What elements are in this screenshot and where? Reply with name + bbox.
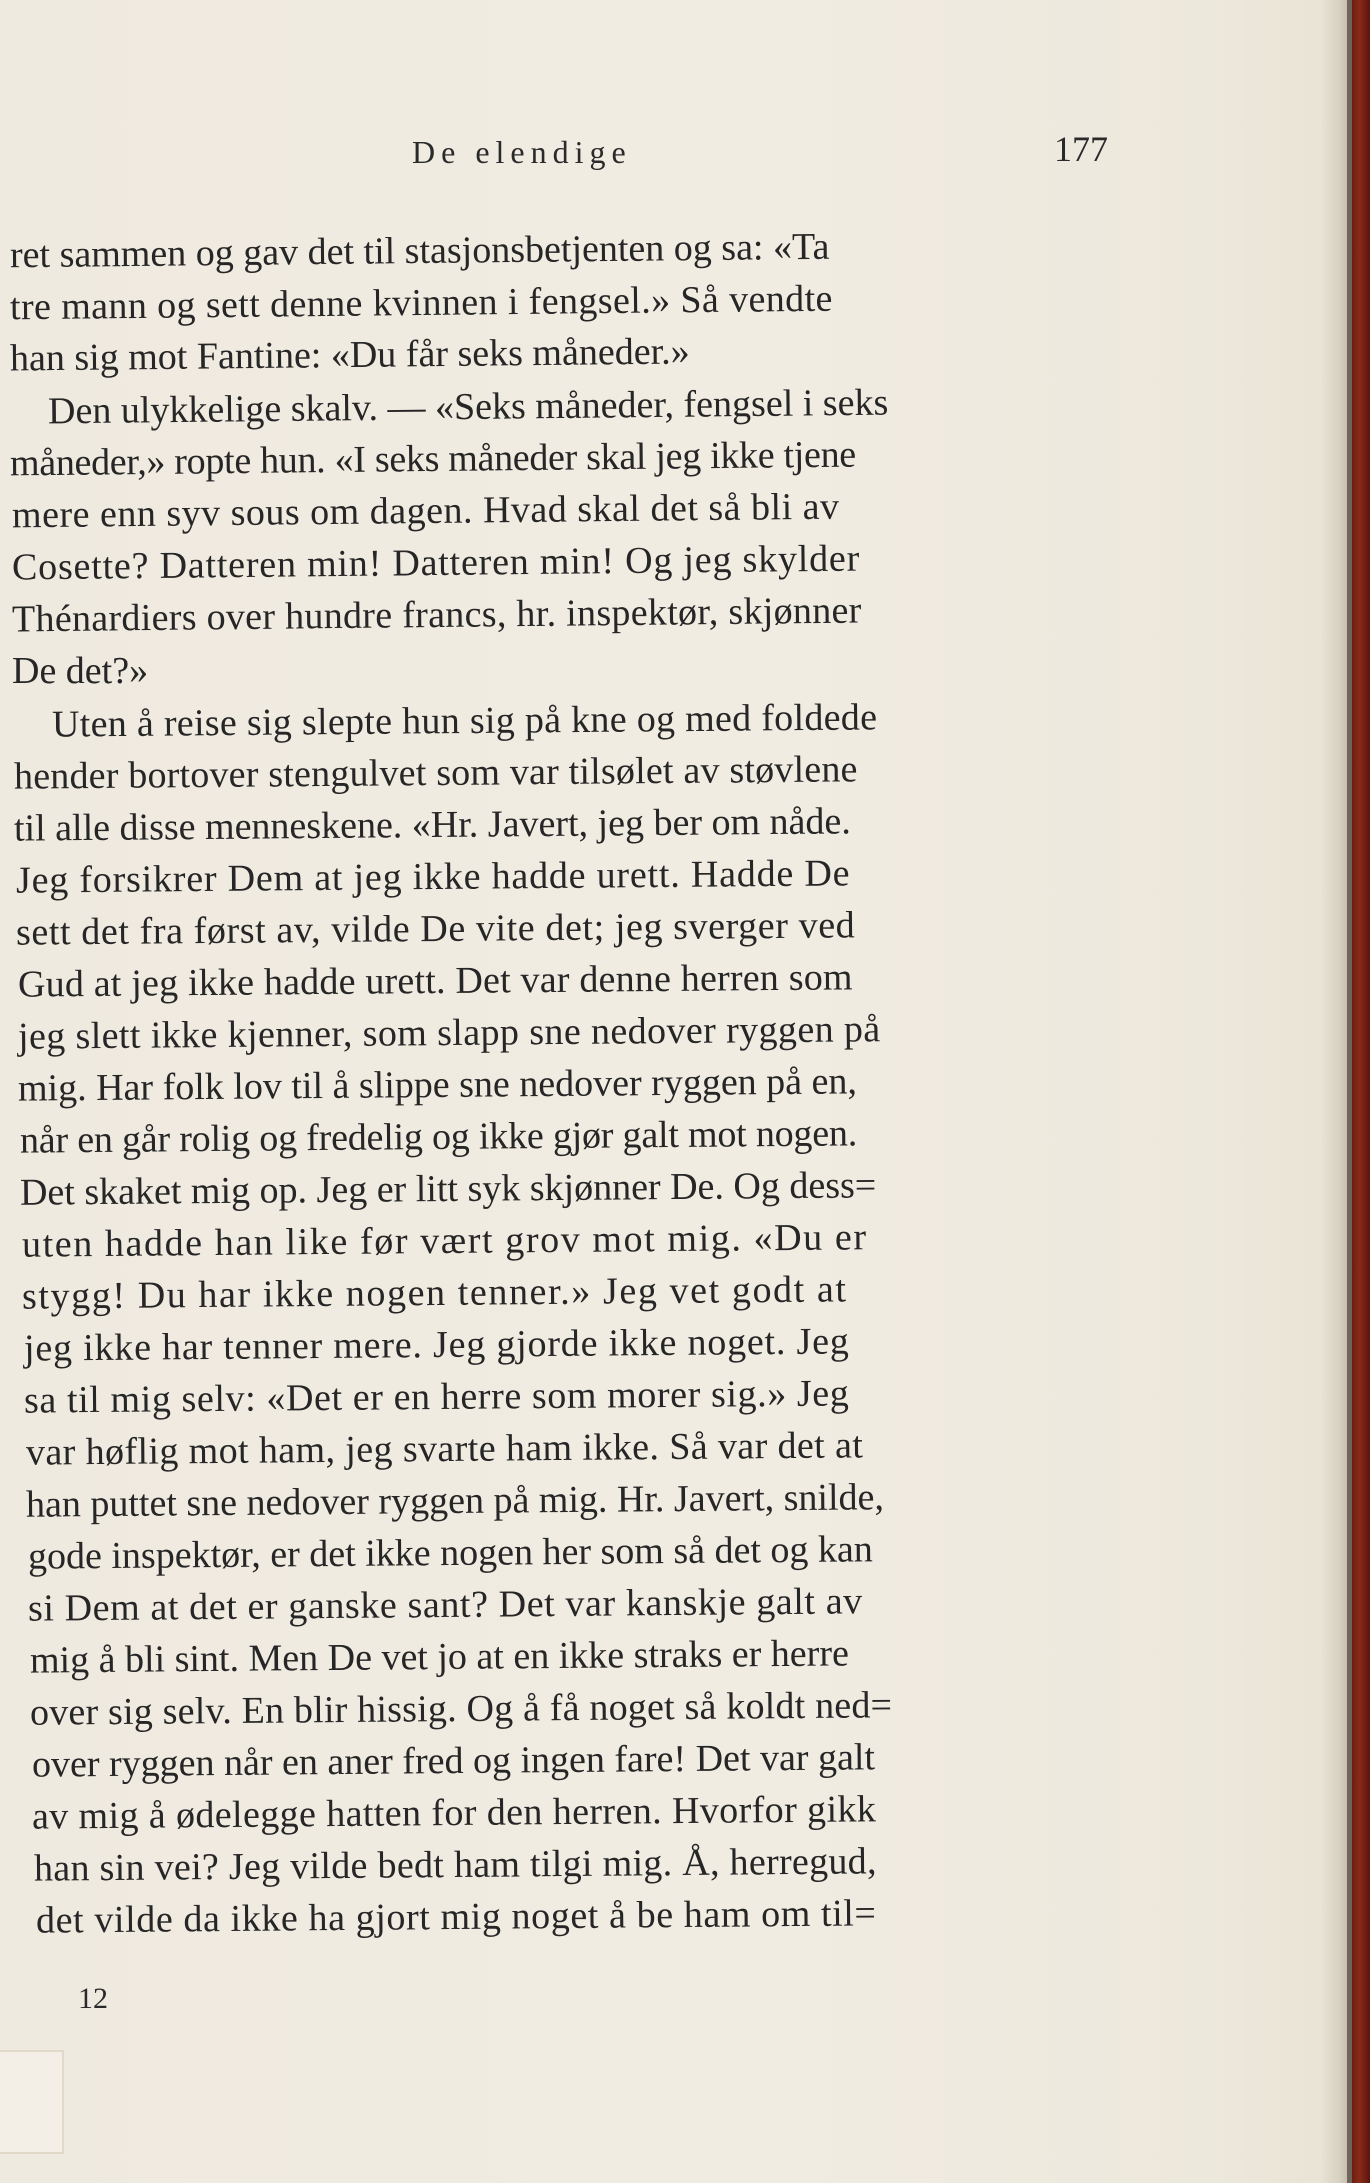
text-line: måneder,» ropte hun. «I seks måneder skal jeg ikke tjene bbox=[9, 433, 857, 485]
text-line: over sig selv. En blir hissig. Og å få noget så koldt ned= bbox=[29, 1684, 893, 1734]
running-title: De elendige bbox=[412, 134, 632, 170]
text-line: det vilde da ikke ha gjort mig noget å be ham om til= bbox=[35, 1892, 877, 1942]
text-line: han puttet sne nedover ryggen på mig. Hr. Javert, snilde, bbox=[25, 1476, 885, 1526]
page-number: 177 bbox=[1054, 129, 1108, 169]
text-line: over ryggen når en aner fred og ingen fare! Det var galt bbox=[31, 1736, 876, 1786]
text-line: Den ulykkelige skalv. — «Seks måneder, fengsel i seks bbox=[47, 381, 889, 433]
text-line: Jeg forsikrer Dem at jeg ikke hadde urett. Hadde De bbox=[15, 852, 851, 902]
text-line: si Dem at det er ganske sant? Det var kanskje galt av bbox=[27, 1580, 863, 1630]
text-line: mig å bli sint. Men De vet jo at en ikke straks er herre bbox=[29, 1632, 850, 1682]
text-line: tre mann og sett denne kvinnen i fengsel.» Så vendte bbox=[9, 277, 834, 329]
signature-mark: 12 bbox=[78, 1982, 108, 2015]
text-line: Uten å reise sig slepte hun sig på kne og med foldede bbox=[51, 696, 878, 746]
text-line: Cosette? Datteren min! Datteren min! Og jeg skylder bbox=[11, 537, 861, 589]
text-line: av mig å ødelegge hatten for den herren. Hvorfor gikk bbox=[31, 1788, 877, 1838]
book-spine bbox=[1352, 0, 1370, 2183]
paper-mark bbox=[0, 2050, 64, 2154]
text-line: til alle disse menneskene. «Hr. Javert, jeg ber om nåde. bbox=[13, 800, 851, 850]
text-line: sett det fra først av, vilde De vite det; jeg sverger ved bbox=[15, 904, 856, 954]
text-line: når en går rolig og fredelig og ikke gjør galt mot nogen. bbox=[19, 1112, 858, 1162]
text-line: uten hadde han like før vært grov mot mig. «Du er bbox=[21, 1216, 868, 1266]
text-line: Det skaket mig op. Jeg er litt syk skjønner De. Og dess= bbox=[19, 1164, 877, 1214]
text-line: ret sammen og gav det til stasjonsbetjenten og sa: «Ta bbox=[9, 225, 830, 277]
text-line: sa til mig selv: «Det er en herre som morer sig.» Jeg bbox=[23, 1372, 850, 1422]
text-line: gode inspektør, er det ikke nogen her som så det og kan bbox=[27, 1528, 873, 1578]
text-line: han sig mot Fantine: «Du får seks måneder.» bbox=[9, 330, 690, 380]
text-line: mig. Har folk lov til å slippe sne nedover ryggen på en, bbox=[17, 1060, 858, 1110]
text-line: jeg slett ikke kjenner, som slapp sne nedover ryggen på bbox=[17, 1008, 881, 1058]
text-line: mere enn syv sous om dagen. Hvad skal det så bli av bbox=[11, 485, 840, 537]
text-line: hender bortover stengulvet som var tilsølet av støvlene bbox=[13, 748, 858, 798]
text-line: De det?» bbox=[12, 650, 149, 692]
text-line: stygg! Du har ikke nogen tenner.» Jeg vet godt at bbox=[21, 1268, 848, 1318]
text-line: han sin vei? Jeg vilde bedt ham tilgi mig. Å, herregud, bbox=[33, 1840, 877, 1890]
text-line: jeg ikke har tenner mere. Jeg gjorde ikke noget. Jeg bbox=[23, 1320, 850, 1370]
text-line: var høflig mot ham, jeg svarte ham ikke. Så var det at bbox=[25, 1424, 864, 1474]
text-line: Thénardiers over hundre francs, hr. inspektør, skjønner bbox=[11, 589, 862, 641]
text-line: Gud at jeg ikke hadde urett. Det var denne herren som bbox=[17, 956, 853, 1006]
